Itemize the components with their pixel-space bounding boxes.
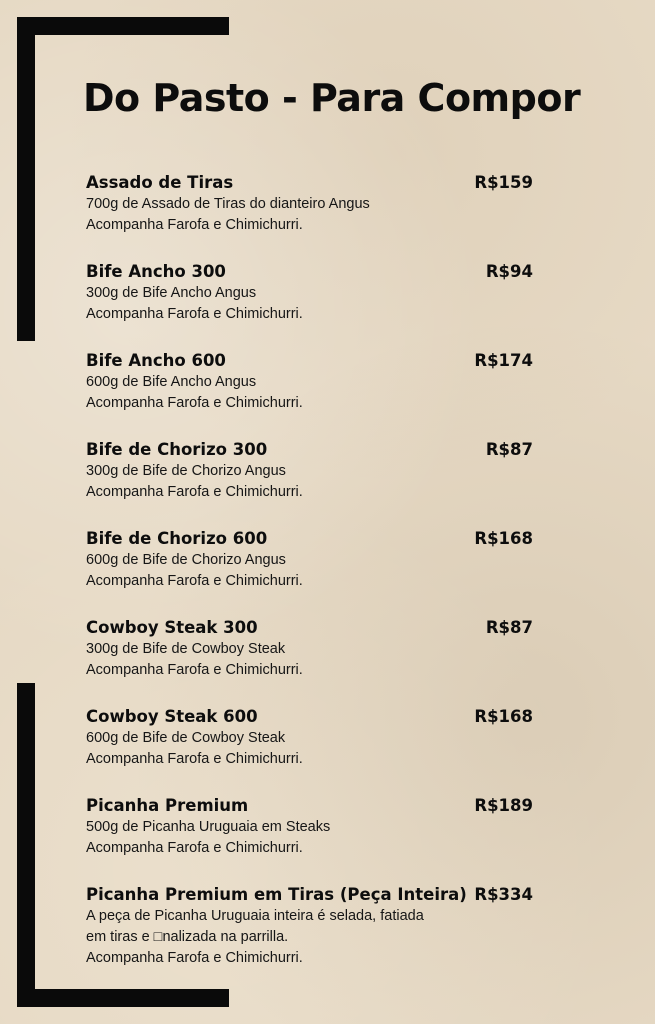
item-price: R$189 [474,796,533,815]
item-name: Bife Ancho 300 [86,262,226,281]
menu-list [86,172,533,994]
description-line: Acompanha Farofa e Chimichurri. [86,395,303,411]
item-name: Bife de Chorizo 600 [86,529,268,548]
description-line: Acompanha Farofa e Chimichurri. [86,840,303,856]
description-line: 300g de Bife de Cowboy Steak [86,641,286,657]
item-price: R$168 [474,529,533,548]
item-description [86,639,533,681]
item-price: R$334 [474,885,533,904]
item-description [86,728,533,770]
menu-item [86,439,533,503]
bracket-top-vertical [17,17,35,341]
menu-item [86,795,533,859]
item-name: Cowboy Steak 300 [86,618,258,637]
item-description [86,906,533,969]
description-line: A peça de Picanha Uruguaia inteira é selada, fatiada [86,908,424,924]
description-line: Acompanha Farofa e Chimichurri. [86,573,303,589]
item-description [86,461,533,503]
description-line: 700g de Assado de Tiras do dianteiro Angus [86,196,370,212]
bracket-bottom-vertical [17,683,35,1007]
item-price: R$174 [474,351,533,370]
menu-item [86,617,533,681]
item-price: R$168 [474,707,533,726]
item-price: R$87 [485,440,533,459]
item-name: Bife Ancho 600 [86,351,226,370]
description-line: 300g de Bife Ancho Angus [86,285,257,301]
item-name: Picanha Premium [86,796,249,815]
description-line: 300g de Bife de Chorizo Angus [86,463,286,479]
item-description [86,283,533,325]
description-line: 500g de Picanha Uruguaia em Steaks [86,819,331,835]
menu-item [86,706,533,770]
item-description [86,550,533,592]
menu-item [86,528,533,592]
description-line: Acompanha Farofa e Chimichurri. [86,662,303,678]
item-name: Assado de Tiras [86,173,234,192]
description-line: 600g de Bife de Chorizo Angus [86,552,286,568]
item-description [86,817,533,859]
description-line: Acompanha Farofa e Chimichurri. [86,751,303,767]
bracket-top-horizontal [17,17,229,35]
description-line: Acompanha Farofa e Chimichurri. [86,484,303,500]
description-line: Acompanha Farofa e Chimichurri. [86,306,303,322]
description-line: Acompanha Farofa e Chimichurri. [86,950,303,966]
item-description [86,372,533,414]
item-price: R$94 [485,262,533,281]
item-price: R$87 [485,618,533,637]
menu-item [86,172,533,236]
item-name: Bife de Chorizo 300 [86,440,268,459]
menu-item [86,261,533,325]
description-line: Acompanha Farofa e Chimichurri. [86,217,303,233]
description-line: 600g de Bife de Cowboy Steak [86,730,286,746]
page-title: Do Pasto - Para Compor [83,76,581,120]
description-line: 600g de Bife Ancho Angus [86,374,257,390]
item-description [86,194,533,236]
item-name: Cowboy Steak 600 [86,707,258,726]
item-price: R$159 [474,173,533,192]
menu-item [86,350,533,414]
menu-item [86,884,533,969]
item-name: Picanha Premium em Tiras (Peça Inteira) [86,885,467,904]
description-line: em tiras e □nalizada na parrilla. [86,929,289,945]
